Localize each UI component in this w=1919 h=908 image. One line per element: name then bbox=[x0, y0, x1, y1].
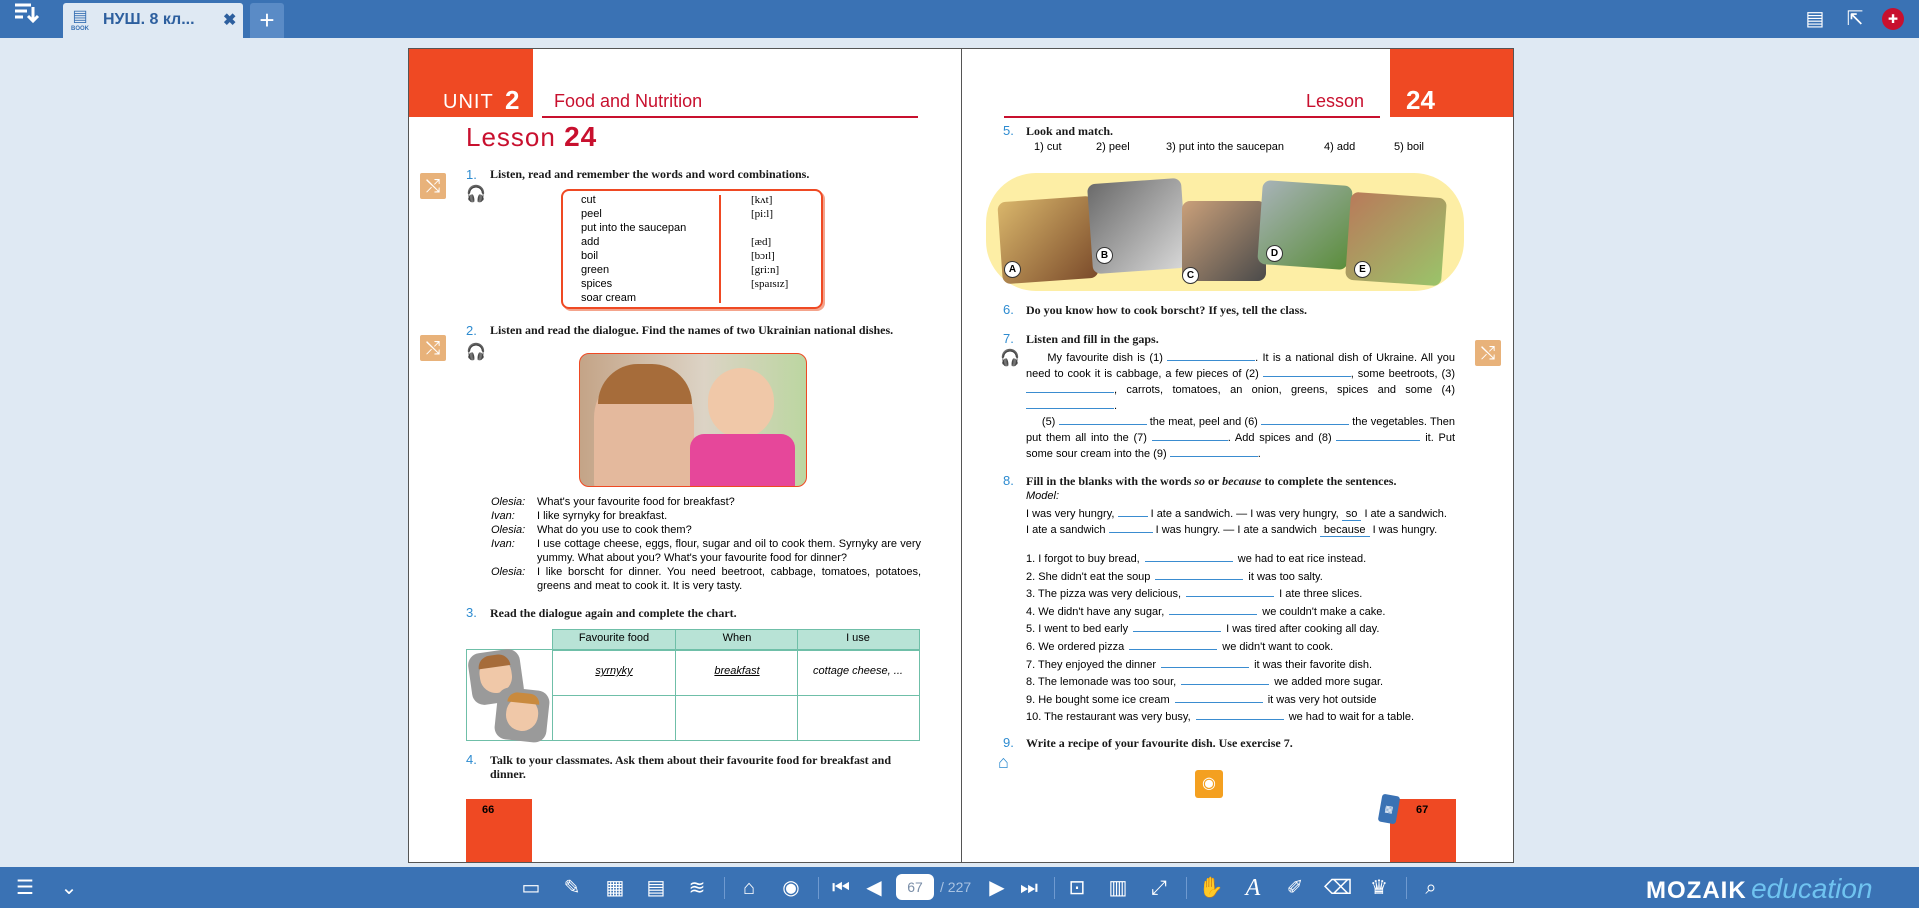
task-number: 7. bbox=[1003, 331, 1014, 346]
media-library-icon[interactable]: ⌂ bbox=[742, 877, 756, 899]
lesson-title: Lesson 24 bbox=[466, 121, 598, 152]
vocab-transcription: [æd] bbox=[751, 236, 772, 248]
hand-tool-icon[interactable]: ✋ bbox=[1198, 877, 1224, 899]
vocab-word: cut bbox=[581, 194, 596, 206]
left-page bbox=[408, 48, 963, 863]
sentence-item bbox=[1026, 586, 1466, 604]
sentence-item bbox=[1026, 551, 1466, 569]
dialogue-line bbox=[491, 565, 921, 593]
sentence-start: 2. She didn't eat the soup bbox=[1026, 570, 1151, 583]
speaker: Ivan: bbox=[491, 510, 515, 522]
model-label: Model: bbox=[1026, 490, 1060, 502]
sentence-item bbox=[1026, 692, 1466, 710]
task-1-instruction: Listen, read and remember the words and word combinations. bbox=[490, 167, 810, 181]
library-menu-icon[interactable] bbox=[10, 0, 44, 38]
task-2-instruction: Listen and read the dialogue. Find the names of two Ukrainian national dishes. bbox=[490, 323, 894, 337]
photo-letter: E bbox=[1354, 261, 1371, 278]
task-8-instruction: Fill in the blanks with the words so or because to complete the sentences. bbox=[1026, 474, 1397, 488]
language-flag-icon[interactable]: ✚ bbox=[1882, 8, 1904, 30]
fit-screen-icon[interactable]: ⤢ bbox=[1151, 877, 1167, 899]
vocab-row bbox=[581, 277, 811, 291]
girl-avatar bbox=[493, 686, 550, 743]
photo-letter: A bbox=[1004, 261, 1021, 278]
dialogue-line bbox=[491, 495, 921, 509]
sentence-start: 5. I went to bed early bbox=[1026, 623, 1129, 636]
bottom-toolbar bbox=[0, 867, 1919, 908]
first-page-icon[interactable]: ⏮ bbox=[832, 877, 850, 899]
double-page-icon[interactable]: ▥ bbox=[1108, 877, 1128, 899]
vocab-transcription: [bɔɪl] bbox=[751, 250, 775, 262]
notes-icon[interactable]: ▤ bbox=[646, 877, 666, 899]
book-icon: ▤ BOOK bbox=[71, 8, 89, 32]
top-toolbar bbox=[0, 0, 1919, 38]
dialogue-text: I use cottage cheese, eggs, flour, sugar and oil to cook them. Syrnyky are very yummy. What about you? What's your favourite food for dinner? bbox=[537, 538, 921, 564]
title-rule bbox=[542, 116, 918, 118]
dialogue-line bbox=[491, 537, 921, 565]
sentence-start: 3. The pizza was very delicious, bbox=[1026, 588, 1182, 601]
match-item: 3) put into the saucepan bbox=[1166, 141, 1285, 153]
vocab-row bbox=[581, 291, 811, 305]
vocab-row bbox=[581, 263, 811, 277]
vocab-transcription: [spaɪsɪz] bbox=[751, 278, 789, 290]
sentence-end: we didn't want to cook. bbox=[1222, 640, 1334, 653]
vocab-word: soar cream bbox=[581, 292, 637, 304]
task-3-instruction: Read the dialogue again and complete the chart. bbox=[490, 606, 737, 620]
sentence-item bbox=[1026, 639, 1466, 657]
chart-cell: cottage cheese, ... bbox=[813, 665, 903, 677]
task-7-instruction: Listen and fill in the gaps. bbox=[1026, 332, 1159, 346]
sentence-start: 1. I forgot to buy bread, bbox=[1026, 553, 1140, 565]
table-of-contents-icon[interactable]: ▤ bbox=[1805, 8, 1825, 30]
note-icon[interactable]: ⤭ bbox=[420, 335, 446, 361]
sentence-end: we couldn't make a cake. bbox=[1262, 605, 1386, 618]
unit-banner bbox=[409, 49, 533, 117]
blank-field[interactable] bbox=[1175, 692, 1263, 703]
title-rule bbox=[1004, 116, 1380, 118]
vocab-row bbox=[581, 249, 811, 263]
crown-tool-icon[interactable]: ♛ bbox=[1370, 877, 1388, 899]
sentence-item bbox=[1026, 674, 1466, 692]
headphones-icon[interactable]: 🎧 bbox=[466, 186, 486, 203]
photo-letter: C bbox=[1182, 267, 1199, 284]
sentence-end: it was too salty. bbox=[1248, 570, 1323, 583]
vocab-word: add bbox=[581, 236, 600, 248]
task-number: 5. bbox=[1003, 123, 1014, 138]
task-number: 1. bbox=[466, 167, 477, 182]
dialogue-text: What do you use to cook them? bbox=[537, 524, 692, 536]
task-5-instruction: Look and match. bbox=[1026, 124, 1114, 138]
dialogue-line bbox=[491, 523, 921, 537]
tab-title: НУШ. 8 кл... bbox=[103, 11, 195, 28]
sentence-start: 8. The lemonade was too sour, bbox=[1026, 676, 1177, 689]
book-view-icon[interactable]: ▭ bbox=[521, 877, 541, 899]
presentation-icon[interactable]: ⊡ bbox=[1068, 877, 1086, 899]
vocab-row bbox=[581, 193, 811, 207]
task-6-instruction: Do you know how to cook borscht? If yes, tell the class. bbox=[1026, 303, 1308, 317]
sentence-start: 6. We ordered pizza bbox=[1026, 640, 1125, 653]
page-number-tab bbox=[466, 799, 532, 863]
blank-field[interactable] bbox=[1196, 709, 1284, 720]
blank-field[interactable] bbox=[1133, 621, 1221, 632]
blank-field[interactable] bbox=[1181, 674, 1269, 685]
last-page-icon[interactable]: ⏭ bbox=[1020, 877, 1038, 899]
lesson-label: Lesson bbox=[1306, 91, 1365, 111]
page-number: 66 bbox=[482, 804, 495, 816]
chart-header: Favourite food bbox=[578, 632, 650, 644]
headphones-icon[interactable]: 🎧 bbox=[466, 344, 486, 361]
chart-header: When bbox=[722, 632, 752, 644]
task-number: 4. bbox=[466, 752, 477, 767]
sentence-start: 7. They enjoyed the dinner bbox=[1026, 658, 1157, 671]
lesson-banner bbox=[1390, 49, 1514, 117]
external-link-icon[interactable]: ⇱ bbox=[1846, 8, 1864, 30]
dialogue-text: I like borscht for dinner. You need beetroot, cabbage, tomatoes, potatoes, greens and meat to cook it. It is very tasty. bbox=[537, 566, 921, 592]
dialogue bbox=[491, 495, 921, 593]
task-number: 3. bbox=[466, 605, 477, 620]
previous-page-icon[interactable]: ◀ bbox=[866, 877, 882, 899]
gap-fill-text: My favourite dish is (1) . It is a national dish of Ukraine. All you need to cook it is cabbage, a few pieces of (2) , some beetroots, (3) , carrots, tomatoes, an onion, greens, spices and some (4) . (5) the meat, peel and (6) the vegetables. Then put them all into the (7) . Add spices and (8) it. Put some sour cream into the (9) . bbox=[1026, 352, 1456, 460]
menu-icon[interactable]: ☰ bbox=[16, 877, 34, 899]
total-pages: / 227 bbox=[940, 879, 972, 895]
cooking-photos bbox=[986, 173, 1464, 291]
vocab-transcription: [pi:l] bbox=[751, 208, 773, 220]
speaker: Olesia: bbox=[491, 566, 526, 578]
close-tab-icon[interactable]: ✖ bbox=[223, 12, 237, 29]
match-item: 1) cut bbox=[1034, 141, 1062, 153]
layers-icon[interactable]: ≋ bbox=[688, 877, 706, 899]
media-play-icon[interactable]: ◉ bbox=[1195, 770, 1223, 798]
speaker: Olesia: bbox=[491, 524, 526, 536]
speaker: Olesia: bbox=[491, 496, 526, 508]
sentence-item bbox=[1026, 621, 1466, 639]
blank-field[interactable] bbox=[1145, 551, 1233, 562]
sentence-start: 4. We didn't have any sugar, bbox=[1026, 605, 1165, 618]
lesson-number: 24 bbox=[1406, 85, 1435, 115]
blank-field[interactable] bbox=[1186, 586, 1274, 597]
qr-icon[interactable]: ▦ bbox=[1378, 794, 1401, 825]
homework-icon[interactable]: ⌂ bbox=[998, 752, 1009, 772]
sentence-start: 10. The restaurant was very busy, bbox=[1026, 711, 1191, 724]
sentence-item bbox=[1026, 604, 1466, 622]
eraser-icon[interactable]: ⌫ bbox=[1324, 877, 1353, 899]
vocab-transcription: [gri:n] bbox=[751, 264, 780, 276]
vocab-word: spices bbox=[581, 278, 613, 290]
task-4-instruction: Talk to your classmates. Ask them about their favourite food for breakfast and dinner. bbox=[490, 753, 892, 781]
photo-letter: B bbox=[1096, 247, 1113, 264]
match-item: 2) peel bbox=[1096, 141, 1130, 153]
sentence-end: I was tired after cooking all day. bbox=[1226, 623, 1380, 636]
page-number-field[interactable]: 67 bbox=[896, 874, 934, 900]
chevron-down-icon[interactable]: ⌄ bbox=[60, 877, 78, 899]
children-photo bbox=[579, 353, 807, 487]
blank-field[interactable] bbox=[1161, 657, 1249, 668]
sentence-start: 9. He bought some ice cream bbox=[1026, 693, 1170, 706]
record-icon[interactable]: ◉ bbox=[782, 877, 800, 899]
vocab-word: put into the saucepan bbox=[581, 222, 687, 234]
sentence-end: we had to wait for a table. bbox=[1288, 711, 1415, 724]
sentence-end: it was their favorite dish. bbox=[1254, 658, 1373, 671]
vocabulary-box bbox=[561, 189, 823, 309]
sentence-end: we had to eat rice instead. bbox=[1237, 553, 1367, 565]
match-item: 4) add bbox=[1324, 141, 1356, 153]
task-number: 9. bbox=[1003, 735, 1014, 750]
vocab-transcription: [kʌt] bbox=[751, 194, 773, 206]
task-number: 2. bbox=[466, 323, 477, 338]
blank-field[interactable] bbox=[1169, 604, 1257, 615]
pen-tool-icon[interactable]: ✐ bbox=[1286, 877, 1304, 899]
unit-title: Food and Nutrition bbox=[554, 91, 703, 111]
photo-letter: D bbox=[1266, 245, 1283, 262]
sentence-list bbox=[1026, 551, 1466, 727]
next-page-icon[interactable]: ▶ bbox=[989, 877, 1005, 899]
headphones-icon[interactable]: 🎧 bbox=[1000, 350, 1020, 367]
chart-header: I use bbox=[846, 632, 870, 644]
model-sentences: I was very hungry, I ate a sandwich. — I was very hungry, so I ate a sandwich. I ate a sandwich I was hungry. — I ate a sandwich because I was hungry. bbox=[1026, 508, 1447, 536]
speaker: Ivan: bbox=[491, 538, 515, 550]
note-icon[interactable]: ⤭ bbox=[1475, 340, 1501, 366]
task-9-instruction: Write a recipe of your favourite dish. Use exercise 7. bbox=[1026, 736, 1293, 750]
vocab-word: green bbox=[581, 264, 610, 276]
blank-field[interactable] bbox=[1129, 639, 1217, 650]
sentence-item bbox=[1026, 709, 1466, 727]
vocab-row bbox=[581, 221, 811, 235]
blank-field[interactable] bbox=[1155, 569, 1243, 580]
chart-cell: syrnyky bbox=[595, 665, 633, 677]
unit-number: 2 bbox=[505, 85, 520, 115]
page-number: 67 bbox=[1416, 804, 1429, 816]
page-number-tab bbox=[1390, 799, 1456, 863]
task-number: 6. bbox=[1003, 302, 1014, 317]
vocab-row bbox=[581, 207, 811, 221]
book-tab[interactable] bbox=[63, 3, 243, 38]
unit-label: UNIT bbox=[443, 91, 494, 113]
task-number: 8. bbox=[1003, 473, 1014, 488]
thumbnails-icon[interactable]: ▦ bbox=[605, 877, 625, 899]
sentence-item bbox=[1026, 569, 1466, 587]
note-icon[interactable]: ⤭ bbox=[420, 173, 446, 199]
vocab-word: boil bbox=[581, 250, 599, 262]
mozaik-logo: MOZAIK education bbox=[1646, 873, 1873, 904]
zoom-icon[interactable]: ⌕ bbox=[1425, 877, 1437, 899]
sentence-end: we added more sugar. bbox=[1274, 676, 1384, 689]
edit-book-icon[interactable]: ✎ bbox=[563, 877, 581, 899]
chart-cell: breakfast bbox=[714, 665, 760, 677]
new-tab-button[interactable]: + bbox=[250, 3, 284, 38]
vocab-row bbox=[581, 235, 811, 249]
right-page bbox=[961, 48, 1514, 863]
sentence-item bbox=[1026, 657, 1466, 675]
favourite-food-chart bbox=[466, 629, 918, 739]
match-item: 5) boil bbox=[1394, 141, 1424, 153]
dialogue-text: I like syrnyky for breakfast. bbox=[537, 510, 668, 522]
sentence-end: it was very hot outside bbox=[1267, 693, 1377, 706]
vocab-word: peel bbox=[581, 208, 602, 220]
text-tool-icon[interactable]: A bbox=[1245, 875, 1261, 901]
dialogue-text: What's your favourite food for breakfast? bbox=[537, 496, 735, 508]
girl-figure bbox=[708, 368, 774, 438]
sentence-end: I ate three slices. bbox=[1279, 588, 1363, 601]
dialogue-line bbox=[491, 509, 921, 523]
